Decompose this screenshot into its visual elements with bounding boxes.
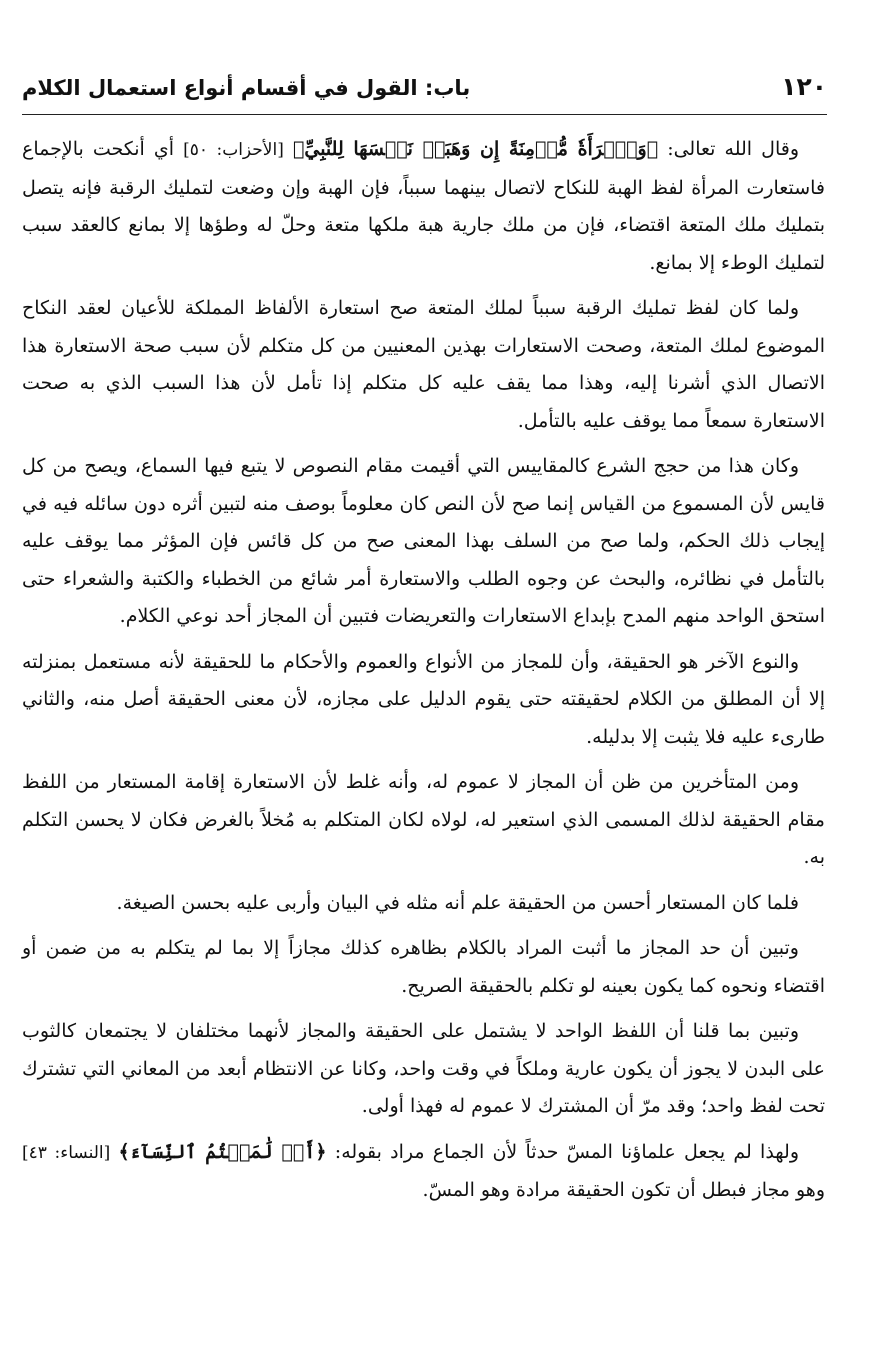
paragraph-lead: ولهذا لم يجعل علماؤنا المسّ حدثاً لأن الجماع مراد بقوله: — [334, 1140, 800, 1163]
paragraph-text: فلما كان المستعار أحسن من الحقيقة علم أنه مثله في البيان وأربى عليه بحسن الصيغة. — [116, 891, 799, 914]
paragraph-text: والنوع الآخر هو الحقيقة، وأن للمجاز من الأنواع والعموم والأحكام ما للحقيقة لأنه مستعمل بمنزلته إلا أن المطلق من الكلام لحقيقته حتى يقوم الدليل على مجازه، لأن معنى الحقيقة أصل منه، والثاني طارىء عليه فلا يثبت إلا بدليله. — [22, 650, 825, 748]
header-divider — [22, 114, 827, 115]
paragraph-text: وكان هذا من حجج الشرع كالمقاييس التي أقيمت مقام النصوص لا يتبع فيها السماع، ويصح من كل قايس لأن المسموع من القياس إنما صح لأن النص كان معلوماً بوصف منه لتبين أثره دون سائله فيه في إيجاب ذلك الحكم، ولما صح من السلف بهذا المعنى صح من كل قائس فإن المؤثر مما يوقف عليه بالتأمل في نظائره، والبحث عن وجوه الطلب والاستعارة أمر شائع من الخطباء والكتبة والشعراء حتى استحق الواحد منهم المدح بإبداع الاستعارات والتعريضات فتبين أن المجاز أحد نوعي الكلام. — [22, 455, 825, 627]
paragraph-text: وهو مجاز فبطل أن تكون الحقيقة مرادة وهو المسّ. — [422, 1179, 825, 1201]
verse-reference: [النساء: ٤٣] — [22, 1142, 111, 1163]
paragraph-text: وتبين بما قلنا أن اللفظ الواحد لا يشتمل على الحقيقة والمجاز لأنهما مختلفان لا يجتمعان كالثوب على البدن لا يجوز أن يكون عارية وملكاً في وقت واحد، وكانا عن الانتظام أبعد من المعاني التي تشترك تحت لفظ واحد؛ وقد مرّ أن المشترك لا عموم له فهذا أولى. — [22, 1020, 825, 1117]
paragraph — [22, 885, 825, 923]
paragraph-lead: وقال الله تعالى: — [667, 138, 799, 160]
verse-reference: [الأحزاب: ٥٠] — [183, 140, 284, 160]
paragraph — [22, 644, 825, 757]
paragraph-text: أي أنكحت بالإجماع فاستعارت المرأة لفظ الهبة للنكاح لاتصال بينهما سبباً، فإن الهبة وإن وضعت لتمليك الرقبة فإنه يتصل بتمليك ملك المتعة اقتضاء، فإن من ملك جارية هبة ملكها متعة وحلّ له وطؤها إلا بمانع كالعقد سبب لتمليك الوطء إلا بمانع. — [22, 138, 825, 274]
paragraph-text: ولما كان لفظ تمليك الرقبة سبباً لملك المتعة صح استعارة الألفاظ المملكة للأعيان لعقد النكاح الموضوع لملك المتعة، وصحت الاستعارات بهذين المعنيين من كل متكلم لأن سبب صحة الاستعارة هذا الاتصال الذي أشرنا إليه، وهذا مما يقف عليه كل متكلم إذا تأمل لأن هذا السبب الذي به صحت الاستعارة سمعاً مما يوقف عليه بالتأمل. — [22, 297, 825, 432]
paragraph — [22, 290, 825, 440]
quran-verse: ﴿وَٱمۡرَأَةٗ مُّؤۡمِنَةً إِن وَهَبَتۡ نَفۡسَهَا لِلنَّبِيِّ﴾ — [292, 138, 659, 160]
paragraph — [22, 764, 825, 877]
quran-verse: ﴿أَوۡ لَٰمَسۡتُمُ ٱلنِّسَآءَ﴾ — [118, 1140, 327, 1163]
paragraph — [22, 131, 825, 282]
paragraph-text: وتبين أن حد المجاز ما أثبت المراد بالكلام بظاهره كذلك مجازاً إلا بما لم يتكلم به من ضمن أو اقتضاء ونحوه كما يكون بعينه لو تكلم بالحقيقة الصريح. — [22, 937, 825, 997]
running-title: باب: القول في أقسام أنواع استعمال الكلام — [22, 76, 471, 100]
paragraph — [22, 448, 825, 636]
paragraph — [22, 930, 825, 1005]
page-number: ١٢٠ — [781, 72, 827, 101]
page-header — [22, 68, 827, 108]
paragraph — [22, 1013, 825, 1126]
body-text — [22, 131, 825, 1218]
paragraph — [22, 1134, 825, 1210]
paragraph-text: ومن المتأخرين من ظن أن المجاز لا عموم له، وأنه غلط لأن الاستعارة إقامة المستعار من اللفظ مقام الحقيقة لذلك المسمى الذي استعير له، لولاه لكان المتكلم به مُخلاً بالغرض فكان لا يحسن التكلم به. — [22, 771, 825, 868]
